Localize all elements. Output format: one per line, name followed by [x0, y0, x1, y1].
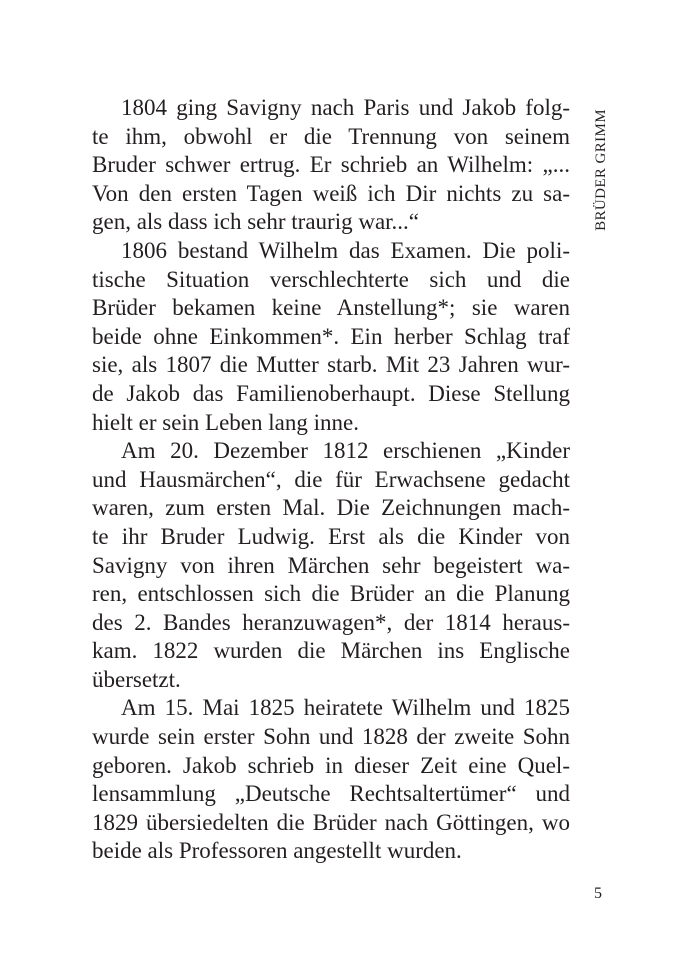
- text-line: übersetzt.: [92, 666, 181, 692]
- text-line: Brüder bekamen keine Anstellung*; sie waren: [92, 295, 570, 321]
- text-line: 1806 bestand Wilhelm das Examen. Die poli-: [121, 237, 570, 263]
- text-line: beide als Professoren angestellt wurden.: [92, 838, 462, 864]
- text-line: ren, entschlossen sich die Brüder an die Planung: [92, 581, 570, 607]
- text-line: und Hausmärchen“, die für Erwachsene gedacht: [92, 466, 570, 492]
- text-line: tische Situation verschlechterte sich und die: [92, 266, 570, 292]
- text-line: te ihm, obwohl er die Trennung von seinem: [92, 123, 570, 149]
- page-number: 5: [594, 885, 602, 902]
- paragraph-1: [92, 94, 570, 237]
- text-line: Am 20. Dezember 1812 erschienen „Kinder: [121, 438, 570, 464]
- text-line: waren, zum ersten Mal. Die Zeichnungen mach-: [92, 495, 570, 521]
- text-line: beide ohne Einkommen*. Ein herber Schlag traf: [92, 323, 570, 349]
- paragraph-2: [92, 237, 570, 437]
- text-line: wurde sein erster Sohn und 1828 der zweite Sohn: [92, 724, 570, 750]
- text-line: hielt er sein Leben lang inne.: [92, 409, 359, 435]
- text-line: 1829 übersiedelten die Brüder nach Göttingen, wo: [92, 809, 570, 835]
- text-line: kam. 1822 wurden die Märchen ins Englische: [92, 638, 570, 664]
- text-line: de Jakob das Familienoberhaupt. Diese Stellung: [92, 380, 570, 406]
- text-line: Bruder schwer ertrug. Er schrieb an Wilhelm: „...: [92, 152, 570, 178]
- text-line: gen, als dass ich sehr traurig war...“: [92, 209, 420, 235]
- text-line: geboren. Jakob schrieb in dieser Zeit eine Quel-: [92, 752, 570, 778]
- running-head-text: BRÜDER GRIMM: [592, 109, 609, 231]
- running-head: [588, 100, 614, 240]
- paragraph-4: [92, 694, 570, 866]
- text-line: te ihr Bruder Ludwig. Erst als die Kinder von: [92, 523, 570, 549]
- text-line: Am 15. Mai 1825 heiratete Wilhelm und 1825: [121, 695, 570, 721]
- body-text: [92, 94, 570, 866]
- text-line: Von den ersten Tagen weiß ich Dir nichts zu sa-: [92, 180, 570, 206]
- text-line: lensammlung „Deutsche Rechtsaltertümer“ und: [92, 781, 570, 807]
- text-line: des 2. Bandes heranzuwagen*, der 1814 heraus-: [92, 609, 570, 635]
- text-line: Savigny von ihren Märchen sehr begeistert wa-: [92, 552, 570, 578]
- text-line: 1804 ging Savigny nach Paris und Jakob folg-: [121, 95, 570, 120]
- paragraph-3: [92, 437, 570, 694]
- text-line: sie, als 1807 die Mutter starb. Mit 23 Jahren wur-: [92, 352, 570, 378]
